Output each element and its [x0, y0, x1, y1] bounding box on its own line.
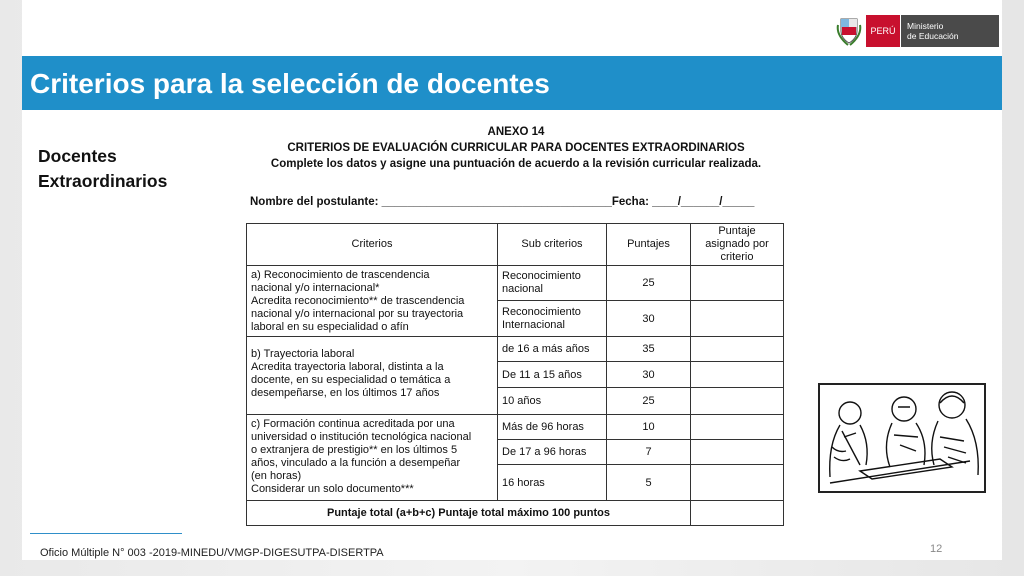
table-row	[247, 415, 784, 440]
table-header-row	[247, 224, 784, 266]
logo-ministry-line1: Ministerio	[907, 21, 944, 31]
subtitle-line2: Extraordinarios	[38, 171, 168, 191]
sub-criterion: Reconocimiento nacional	[498, 266, 607, 301]
sub-criterion: Más de 96 horas	[498, 415, 607, 440]
assigned-score-cell[interactable]	[691, 440, 784, 465]
points-value: 7	[607, 440, 691, 465]
criterion-a-line: a) Reconocimiento de trascendencia	[251, 269, 430, 281]
footer-divider	[30, 533, 182, 534]
annex-heading	[248, 124, 784, 172]
criterion-b-line: desempeñarse, en los últimos 17 años	[251, 387, 440, 399]
assigned-score-cell[interactable]	[691, 415, 784, 440]
teachers-sketch-icon	[820, 385, 984, 491]
sub-criterion: Reconocimiento Internacional	[498, 301, 607, 337]
slide-subtitle	[38, 144, 167, 194]
points-value: 5	[607, 465, 691, 501]
criterion-c-line: años, vinculado a la función a desempeñar	[251, 457, 461, 469]
assigned-score-cell[interactable]	[691, 388, 784, 415]
sub-criterion: 10 años	[498, 388, 607, 415]
sub-criterion: De 11 a 15 años	[498, 362, 607, 388]
footer-reference: Oficio Múltiple N° 003 -2019-MINEDU/VMGP-DIGESUTPA-DISERTPA	[40, 547, 384, 559]
ministry-logo	[836, 14, 1000, 48]
criteria-table	[246, 223, 784, 526]
annex-number: ANEXO 14	[487, 126, 545, 138]
criterion-a-line: nacional y/o internacional*	[251, 282, 380, 294]
coat-of-arms-icon	[836, 15, 862, 47]
header-criterios: Criterios	[247, 224, 498, 266]
assigned-score-cell[interactable]	[691, 465, 784, 501]
criterion-a-line: Acredita reconocimiento** de trascendencia	[251, 295, 465, 307]
criterion-b-line: docente, en su especialidad o temática a	[251, 374, 451, 386]
sub-criterion: 16 horas	[498, 465, 607, 501]
sub-criterion: De 17 a 96 horas	[498, 440, 607, 465]
criterion-b-line: Acredita trayectoria laboral, distinta a la	[251, 361, 444, 373]
logo-ministry-line2: de Educación	[907, 31, 959, 41]
criterion-c	[247, 415, 498, 501]
total-row	[247, 501, 784, 526]
header-puntajes: Puntajes	[607, 224, 691, 266]
criterion-b	[247, 337, 498, 415]
annex-title: CRITERIOS DE EVALUACIÓN CURRICULAR PARA DOCENTES EXTRAORDINARIOS	[287, 142, 745, 154]
assigned-score-cell[interactable]	[691, 301, 784, 337]
header-sub-criterios: Sub criterios	[498, 224, 607, 266]
criterion-a-line: laboral en su especialidad o afín	[251, 321, 409, 333]
criterion-c-line: Considerar un solo documento***	[251, 483, 414, 495]
criterion-a	[247, 266, 498, 337]
assigned-score-cell[interactable]	[691, 362, 784, 388]
logo-ministry-label	[901, 15, 999, 47]
table-row	[247, 266, 784, 301]
subtitle-line1: Docentes	[38, 146, 117, 166]
criterion-c-line: universidad o institución tecnológica nacional	[251, 431, 472, 443]
criterion-b-line: b) Trayectoria laboral	[251, 348, 355, 360]
sub-criterion: de 16 a más años	[498, 337, 607, 362]
points-value: 35	[607, 337, 691, 362]
criterion-a-line: nacional y/o internacional por su trayectoria	[251, 308, 464, 320]
title-bar	[22, 56, 1002, 110]
assigned-score-cell[interactable]	[691, 337, 784, 362]
total-label: Puntaje total (a+b+c) Puntaje total máximo 100 puntos	[247, 501, 691, 526]
page-number: 12	[930, 543, 943, 555]
criterion-c-line: o extranjera de prestigio** en los últimos 5	[251, 444, 458, 456]
teachers-meeting-illustration	[818, 383, 986, 493]
criterion-c-line: c) Formación continua acreditada por una	[251, 418, 455, 430]
points-value: 30	[607, 301, 691, 337]
slide-title: Criterios para la selección de docentes	[30, 68, 550, 99]
header-puntaje-asignado: Puntaje asignado por criterio	[691, 224, 784, 266]
points-value: 10	[607, 415, 691, 440]
points-value: 25	[607, 266, 691, 301]
criterion-c-line: (en horas)	[251, 470, 302, 482]
assigned-score-cell[interactable]	[691, 266, 784, 301]
points-value: 30	[607, 362, 691, 388]
total-score-cell[interactable]	[691, 501, 784, 526]
applicant-name-date-line: Nombre del postulante: ____________________________________Fecha: ____/______/_____	[250, 196, 755, 208]
annex-instructions: Complete los datos y asigne una puntuación de acuerdo a la revisión curricular realizada.	[270, 158, 762, 170]
table-row	[247, 337, 784, 362]
points-value: 25	[607, 388, 691, 415]
logo-peru-label: PERÚ	[866, 15, 900, 47]
